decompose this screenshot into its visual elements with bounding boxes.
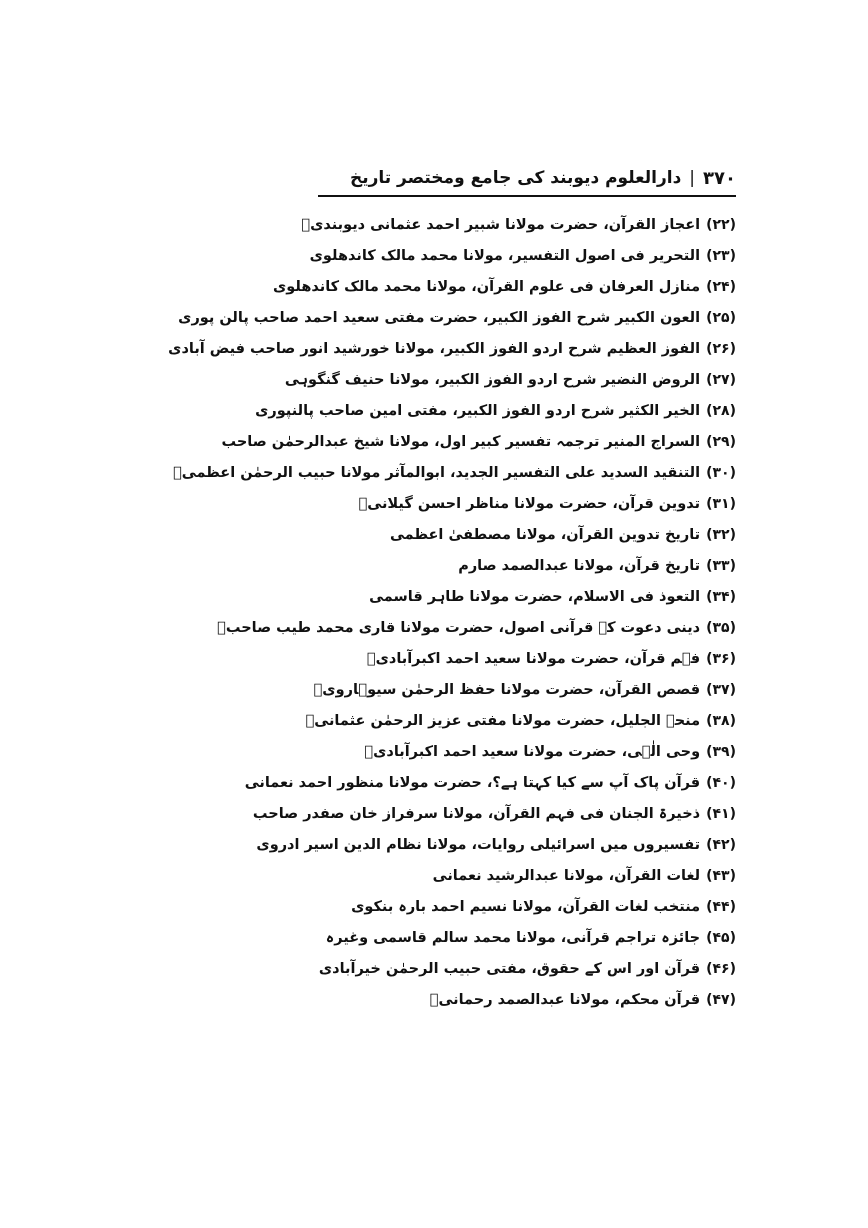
entry-number: (۲۷) (706, 372, 736, 388)
list-item (256, 830, 736, 861)
entry-number: (۴۶) (706, 961, 736, 977)
list-item (173, 458, 736, 489)
entry-text: الروض النضیر شرح اردو الفوز الکبیر، مولانا حنیف گنگوہی (284, 372, 701, 388)
entry-number: (۳۷) (706, 682, 736, 698)
entry-number: (۳۱) (706, 496, 736, 512)
entry-number: (۳۹) (706, 744, 736, 760)
list-item (296, 644, 736, 675)
entry-text: جائزہ تراجم قرآنی، مولانا محمد سالم قاسمی وغیرہ (325, 930, 701, 946)
entry-text: قصص القرآن، حضرت مولانا حفظ الرحمٰن سیوہارویؒ (313, 682, 701, 698)
entry-number: (۴۳) (706, 868, 736, 884)
entry-text: منازل العرفان فی علوم القرآن، مولانا محمد مالک کاندھلوی (273, 279, 701, 295)
entry-text: لغات القرآن، مولانا عبدالرشید نعمانی (432, 868, 701, 884)
entry-number: (۳۳) (706, 558, 736, 574)
list-item (168, 334, 736, 365)
entry-number: (۴۰) (706, 775, 736, 791)
book-list (168, 210, 736, 1016)
list-item (296, 892, 736, 923)
list-item (296, 489, 736, 520)
entry-number: (۳۰) (706, 465, 736, 481)
list-item (296, 706, 736, 737)
entry-number: (۳۸) (706, 713, 736, 729)
list-item (296, 923, 736, 954)
list-item (217, 613, 736, 644)
entry-text: دینی دعوت کے قرآنی اصول، حضرت مولانا قاری محمد طیب صاحبؒ (217, 620, 701, 636)
list-item (296, 954, 736, 985)
list-item (296, 985, 736, 1016)
entry-number: (۲۳) (706, 248, 736, 264)
list-item (252, 799, 736, 830)
entry-text: السراج المنیر ترجمہ تفسیر کبیر اول، مولانا شیخ عبدالرحمٰن صاحب (221, 434, 701, 450)
entry-text: قرآن پاک آپ سے کیا کہتا ہے؟، حضرت مولانا منظور احمد نعمانی (244, 775, 701, 791)
entry-text: اعجاز القرآن، حضرت مولانا شبیر احمد عثمانی دیوبندیؒ (301, 217, 701, 233)
entry-text: تاریخ قرآن، مولانا عبدالصمد صارم (458, 558, 701, 574)
entry-number: (۲۵) (706, 310, 736, 326)
entry-number: (۳۶) (706, 651, 736, 667)
entry-text: التعوذ فی الاسلام، حضرت مولانا طاہر قاسمی (369, 589, 701, 605)
entry-text: تفسیروں میں اسرائیلی روایات، مولانا نظام الدین اسیر ادروی (256, 837, 701, 853)
list-item (296, 551, 736, 582)
entry-number: (۲۴) (706, 279, 736, 295)
entry-number: (۳۴) (706, 589, 736, 605)
page-number: ۳۷۰ (703, 167, 736, 189)
entry-text: التحریر فی اصول التفسیر، مولانا محمد مالک کاندھلوی (309, 248, 701, 264)
entry-text: قرآن محکم، مولانا عبدالصمد رحمانیؒ (429, 992, 701, 1008)
entry-text: منحۃ الجلیل، حضرت مولانا مفتی عزیز الرحمٰن عثمانیؒ (305, 713, 701, 729)
entry-number: (۴۲) (706, 837, 736, 853)
list-item (296, 520, 736, 551)
entry-text: منتخب لغات القرآن، مولانا نسیم احمد بارہ بنکوی (351, 899, 701, 915)
list-item (296, 582, 736, 613)
entry-text: تدوین قرآن، حضرت مولانا مناظر احسن گیلانیؒ (358, 496, 701, 512)
entry-number: (۲۹) (706, 434, 736, 450)
entry-text: تاریخ تدوین القرآن، مولانا مصطفیٰ اعظمی (390, 527, 701, 543)
entry-text: الفوز العظیم شرح اردو الفوز الکبیر، مولانا خورشید انور صاحب فیض آبادی (168, 341, 701, 357)
running-header (316, 163, 736, 193)
entry-number: (۲۲) (706, 217, 736, 233)
list-item (178, 303, 736, 334)
list-item (273, 272, 736, 303)
list-item (296, 737, 736, 768)
entry-text: قرآن اور اس کے حقوق، مفتی حبیب الرحمٰن خیرآبادی (318, 961, 701, 977)
entry-number: (۴۱) (706, 806, 736, 822)
header-separator: | (689, 168, 696, 188)
entry-number: (۳۲) (706, 527, 736, 543)
entry-text: العون الکبیر شرح الفوز الکبیر، حضرت مفتی سعید احمد صاحب پالن پوری (178, 310, 701, 326)
list-item (244, 768, 736, 799)
entry-text: التنقید السدید علی التفسیر الجدید، ابوالمآثر مولانا حبیب الرحمٰن اعظمیؒ (173, 465, 701, 481)
list-item (221, 427, 736, 458)
list-item (255, 396, 736, 427)
entry-text: فہم قرآن، حضرت مولانا سعید احمد اکبرآبادیؒ (366, 651, 701, 667)
entry-number: (۴۵) (706, 930, 736, 946)
entry-text: ذخیرۃ الجنان فی فہم القرآن، مولانا سرفراز خان صفدر صاحب (252, 806, 701, 822)
list-item (296, 675, 736, 706)
entry-number: (۲۶) (706, 341, 736, 357)
header-rule (318, 195, 736, 197)
list-item (296, 241, 736, 272)
book-title: دارالعلوم دیوبند کی جامع ومختصر تاریخ (349, 168, 682, 188)
list-item (296, 210, 736, 241)
entry-text: وحی الٰہی، حضرت مولانا سعید احمد اکبرآبادیؒ (364, 744, 701, 760)
list-item (296, 861, 736, 892)
entry-text: الخیر الکثیر شرح اردو الفوز الکبیر، مفتی امین صاحب پالنپوری (255, 403, 701, 419)
entry-number: (۴۴) (706, 899, 736, 915)
entry-number: (۲۸) (706, 403, 736, 419)
entry-number: (۴۷) (706, 992, 736, 1008)
entry-number: (۳۵) (706, 620, 736, 636)
list-item (284, 365, 736, 396)
